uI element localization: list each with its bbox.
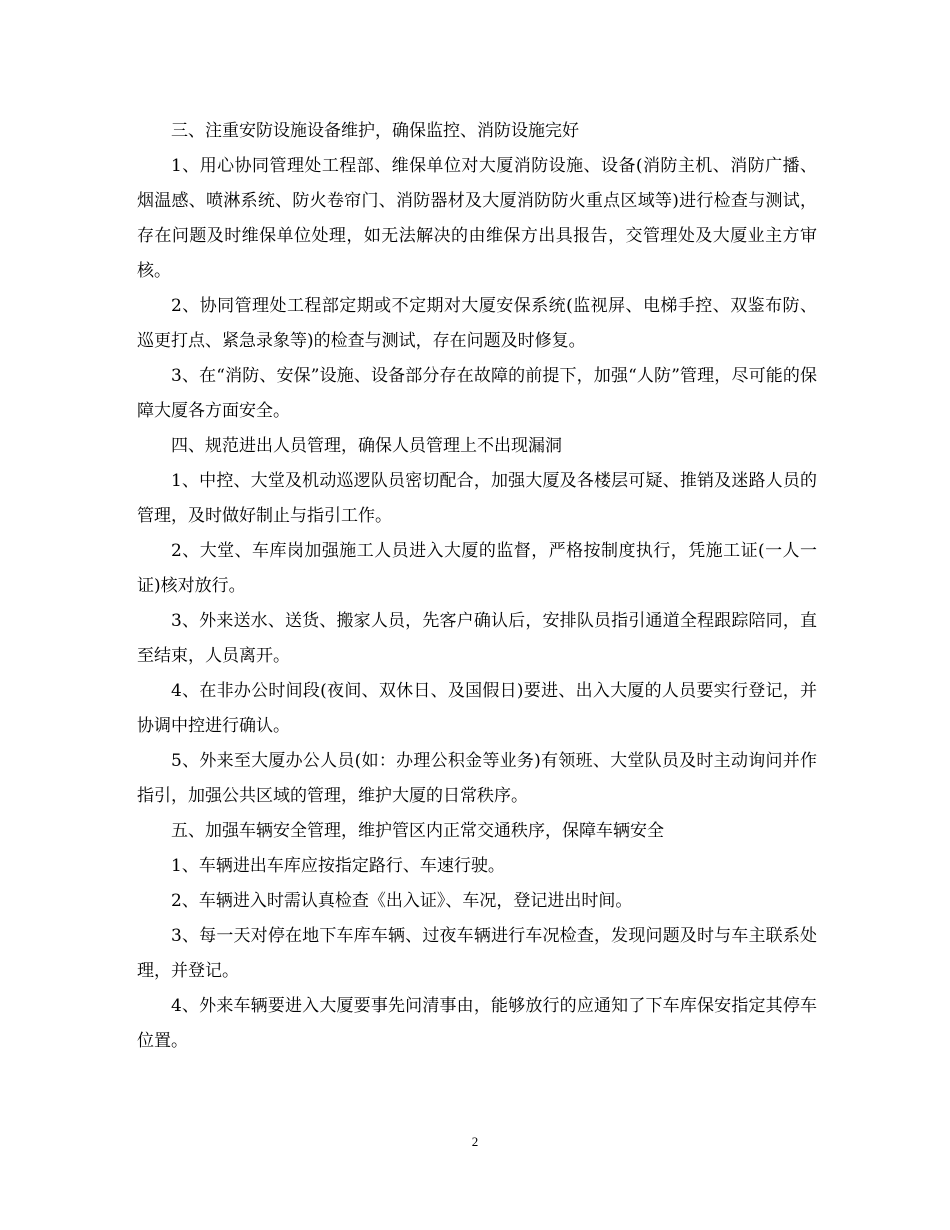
- paragraph: 4、在非办公时间段(夜间、双休日、及国假日)要进、出入大厦的人员要实行登记，并协调中控进行确认。: [137, 681, 817, 736]
- document-body: [137, 114, 817, 1059]
- section-heading-4: 四、规范进出人员管理，确保人员管理上不出现漏洞: [171, 436, 562, 456]
- paragraph: 3、每一天对停在地下车库车辆、过夜车辆进行车况检查，发现问题及时与车主联系处理，并登记。: [137, 926, 817, 981]
- paragraph: 3、在“消防、安保”设施、设备部分存在故障的前提下，加强“人防”管理，尽可能的保障大厦各方面安全。: [137, 366, 817, 421]
- paragraph: 2、大堂、车库岗加强施工人员进入大厦的监督，严格按制度执行，凭施工证(一人一证)核对放行。: [137, 541, 817, 596]
- paragraph: 2、车辆进入时需认真检查《出入证》、车况，登记进出时间。: [171, 891, 633, 911]
- paragraph: 1、用心协同管理处工程部、维保单位对大厦消防设施、设备(消防主机、消防广播、烟温感、喷淋系统、防火卷帘门、消防器材及大厦消防防火重点区域等)进行检查与测试，存在问题及时维保单位处理，如无法解决的由维保方出具报告，交管理处及大厦业主方审核。: [137, 156, 817, 281]
- paragraph: 3、外来送水、送货、搬家人员，先客户确认后，安排队员指引通道全程跟踪陪同，直至结束，人员离开。: [137, 611, 817, 666]
- paragraph: 4、外来车辆要进入大厦要事先问清事由，能够放行的应通知了下车库保安指定其停车位置。: [137, 996, 817, 1051]
- section-heading-5: 五、加强车辆安全管理，维护管区内正常交通秩序，保障车辆安全: [171, 821, 664, 841]
- page-number: 2: [471, 1134, 479, 1149]
- section-heading-3: 三、注重安防设施设备维护，确保监控、消防设施完好: [171, 121, 579, 141]
- paragraph: 2、协同管理处工程部定期或不定期对大厦安保系统(监视屏、电梯手控、双鉴布防、巡更打点、紧急录象等)的检查与测试，存在问题及时修复。: [137, 296, 817, 351]
- paragraph: 1、车辆进出车库应按指定路行、车速行驶。: [171, 856, 505, 876]
- paragraph: 5、外来至大厦办公人员(如：办理公积金等业务)有领班、大堂队员及时主动询问并作指引，加强公共区域的管理，维护大厦的日常秩序。: [137, 751, 817, 806]
- paragraph: 1、中控、大堂及机动巡逻队员密切配合，加强大厦及各楼层可疑、推销及迷路人员的管理，及时做好制止与指引工作。: [137, 471, 817, 526]
